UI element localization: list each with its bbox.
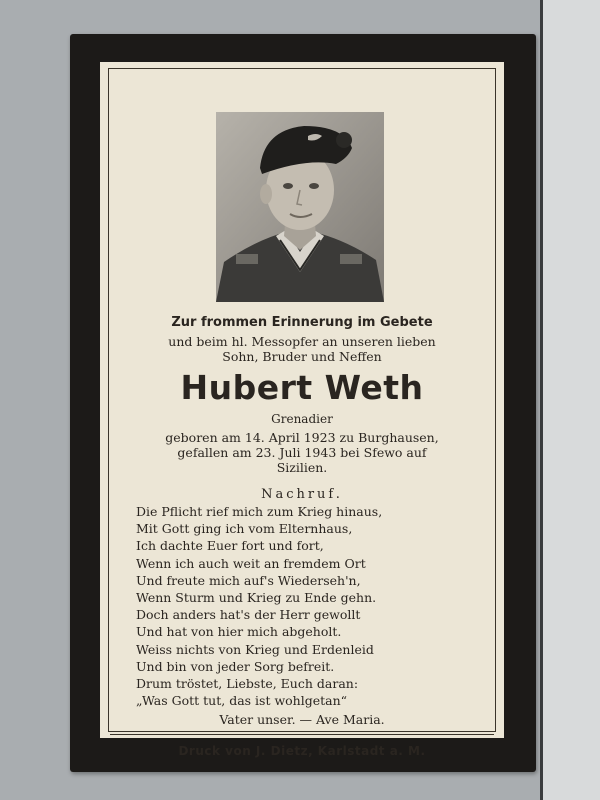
deceased-name: Hubert Weth	[180, 368, 424, 407]
death-place-line: Sizilien.	[276, 460, 328, 475]
prayer-line: Vater unser. — Ave Maria.	[219, 712, 385, 727]
nachruf-title: Nachruf.	[261, 487, 343, 502]
card-paper	[100, 62, 504, 758]
memorial-card	[70, 34, 536, 772]
poem-line: Und bin von jeder Sorg befreit.	[136, 658, 335, 674]
printer-credit: Druck von J. Dietz, Karlstadt a. M.	[178, 744, 426, 758]
background-surface	[540, 0, 600, 800]
poem-line: Und freute mich auf's Wiederseh'n,	[136, 572, 361, 588]
mass-intro	[112, 334, 492, 364]
poem-line: Wenn Sturm und Krieg zu Ende gehn.	[136, 590, 377, 606]
death-line: gefallen am 23. Juli 1943 bei Sfewo auf	[177, 445, 427, 460]
birth-line: geboren am 14. April 1923 zu Burghausen,	[165, 430, 439, 445]
poem-line: Doch anders hat's der Herr gewollt	[136, 607, 361, 623]
poem-line: Die Pflicht rief mich zum Krieg hinaus,	[136, 504, 383, 519]
portrait-photo	[216, 112, 384, 302]
nachruf-poem	[136, 503, 494, 709]
military-rank: Grenadier	[271, 412, 333, 426]
poem-line: Drum tröstet, Liebste, Euch daran:	[136, 676, 359, 692]
mass-intro-line-2: Sohn, Bruder und Neffen	[222, 349, 382, 364]
poem-line: Weiss nichts von Krieg und Erdenleid	[136, 641, 374, 657]
poem-line: „Was Gott tut, das ist wohlgetan“	[136, 693, 348, 709]
divider-rule	[110, 734, 494, 735]
poem-line: Ich dachte Euer fort und fort,	[136, 538, 324, 554]
mass-intro-line-1: und beim hl. Messopfer an unseren lieben	[168, 334, 436, 349]
poem-line: Und hat von hier mich abgeholt.	[136, 624, 342, 640]
poem-line: Wenn ich auch weit an fremdem Ort	[136, 555, 366, 571]
poem-line: Mit Gott ging ich vom Elternhaus,	[136, 521, 353, 537]
remembrance-heading: Zur frommen Erinnerung im Gebete	[171, 315, 433, 330]
soldier-portrait-image	[216, 112, 384, 302]
life-dates	[112, 430, 492, 475]
